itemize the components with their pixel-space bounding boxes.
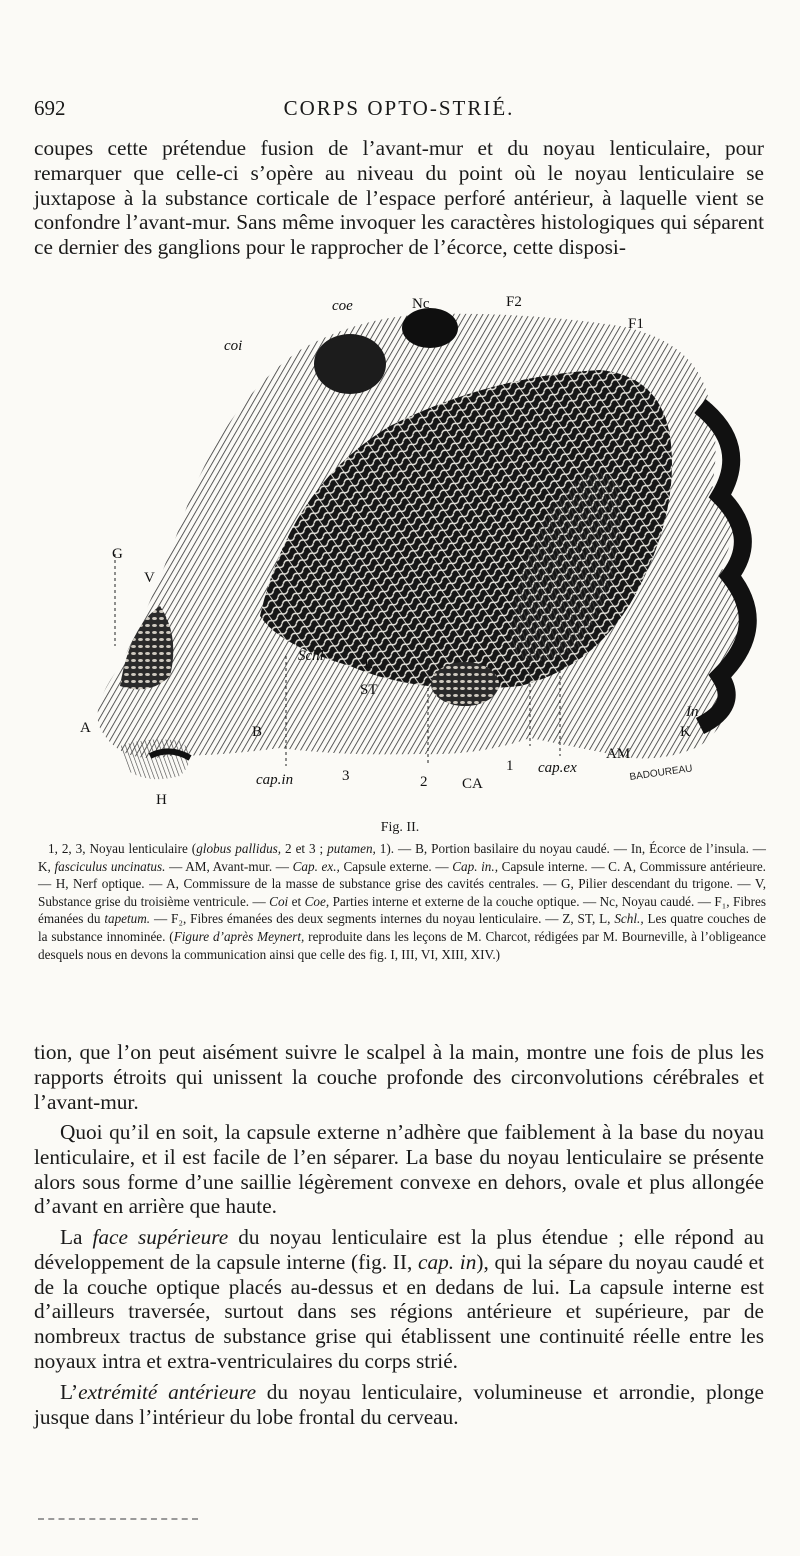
label-b: B: [252, 724, 263, 740]
label-capex: cap.ex: [538, 760, 577, 776]
label-ca: CA: [462, 776, 483, 792]
label-2: 2: [420, 774, 428, 790]
label-in: In: [686, 704, 699, 720]
label-am: AM: [606, 746, 631, 762]
label-g: G: [112, 546, 123, 562]
label-schl: Schl: [298, 648, 324, 664]
label-st: ST: [360, 682, 378, 698]
paragraph-3: Quoi qu’il en soit, la capsule externe n’adhère que faiblement à la base du noyau lenticulaire, et il est facile de l’en séparer. La base du noyau lenticulaire se présente alors sous forme d’une saillie légèrement convexe en dehors, ovale et plus allongée d’avant en arrière que haute.: [34, 1120, 764, 1219]
paragraph-4: La face supérieure du noyau lenticulaire est la plus étendue ; elle répond au développement de la capsule interne (fig. II, cap. in), qui la sépare du noyau caudé et de la couche optique placés au-dessus et en dedans de lui. La capsule interne est d’ailleurs traversée, surtout dans ses régions antérieure et supérieure, par de nombreux tractus de substance grise qui établissent une continuité réelle entre les noyaux intra et extra-ventriculaires du corps strié.: [34, 1225, 764, 1373]
figure-caption: Fig. II.: [380, 820, 420, 835]
running-title: CORPS OPTO-STRIÉ.: [283, 96, 515, 120]
paragraph-continued: coupes cette prétendue fusion de l’avant-mur et du noyau lenticulaire, pour remarquer que celle-ci s’opère au niveau du point où le noyau lenticulaire se juxtapose à la substance corticale de l’espace perforé antérieur, à laquelle vient se confondre l’avant-mur. Sans même invoquer les caractères histologiques qui séparent ce dernier des ganglions pour le rapprocher de l’écorce, cette disposi-: [34, 136, 764, 260]
page-number: 692: [34, 96, 66, 120]
paragraph-2: tion, que l’on peut aisément suivre le scalpel à la main, montre une fois de plus les rapports étroits qui unissent la couche profonde des circonvolutions cérébrales et l’avant-mur.: [34, 1040, 764, 1114]
label-a: A: [80, 720, 91, 736]
label-f2: F2: [506, 294, 522, 310]
figure-legend: [38, 840, 766, 963]
label-h: H: [156, 792, 167, 808]
label-1: 1: [506, 758, 514, 774]
footer-rule: [38, 1518, 198, 1520]
anatomical-figure: [60, 286, 760, 814]
label-nc: Nc: [412, 296, 430, 312]
legend-text: 1, 2, 3, Noyau lenticulaire (globus pallidus, 2 et 3 ; putamen, 1). — B, Portion basilaire du noyau caudé. — In, Écorce de l’insula. — K, fasciculus uncinatus. — AM, Avant-mur. — Cap. ex., Capsule externe. — Cap. in., Capsule interne. — C. A, Commissure antérieure. — H, Nerf optique. — A, Commissure de la masse de substance grise des cavités centrales. — G, Pilier descendant du trigone. — V, Substance grise du troisième ventricule. — Coi et Coe, Parties interne et externe de la couche optique. — Nc, Noyau caudé. — F₁, Fibres émanées du tapetum. — F₂, Fibres émanées des deux segments internes du noyau lenticulaire. — Z, ST, L, Schl., Les quatre couches de la substance innominée. (Figure d’après Meynert, reproduite dans les leçons de M. Charcot, rédigées par M. Bourneville, à l’obligeance desquels nous en devons la communication ainsi que celle des fig. I, III, VI, XIII, XIV.): [38, 841, 766, 962]
engraver-signature: BADOUREAU: [628, 763, 694, 783]
label-coi: coi: [224, 338, 243, 354]
label-3: 3: [342, 768, 350, 784]
label-l: L: [364, 656, 374, 672]
label-coe: coe: [332, 298, 353, 314]
page-header: [34, 96, 764, 126]
label-k: K: [680, 724, 691, 740]
paragraph-5: L’extrémité antérieure du noyau lenticulaire, volumineuse et arrondie, plonge jusque dans l’intérieur du lobe frontal du cerveau.: [34, 1380, 764, 1429]
label-v: V: [144, 570, 155, 586]
label-f1: F1: [628, 316, 644, 332]
label-capin: cap.in: [256, 772, 294, 788]
